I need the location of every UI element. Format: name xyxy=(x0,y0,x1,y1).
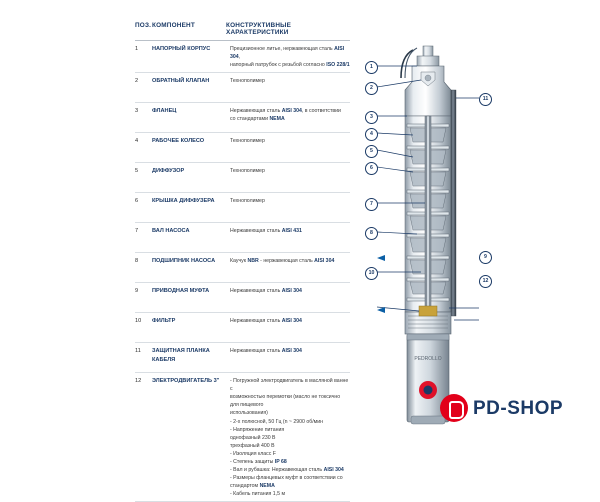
characteristic-line: Нержавеющая сталь AISI 304, в соответствии xyxy=(230,108,341,115)
cell-pos: 10 xyxy=(135,318,142,325)
characteristic-line: трехфазный 400 В xyxy=(230,442,275,449)
callout-9: 9 xyxy=(479,251,492,264)
cell-component: ЭЛЕКТРОДВИГАТЕЛЬ 3" xyxy=(152,378,220,385)
characteristic-line: Каучук NBR - нержавеющая сталь AISI 304 xyxy=(230,258,335,265)
cell-characteristics xyxy=(230,347,350,355)
characteristic-line: - Размеры фланцевых муфт в соответствии со стандартом NEMA xyxy=(230,474,343,489)
cell-pos: 3 xyxy=(135,108,139,115)
cell-characteristics xyxy=(230,77,350,85)
cell-pos: 11 xyxy=(135,348,141,355)
table-row xyxy=(135,313,350,343)
callout-3: 3 xyxy=(365,111,378,124)
callout-12: 12 xyxy=(479,275,492,288)
cell-component: ЗАЩИТНАЯ ПЛАНКА КАБЕЛЯ xyxy=(152,348,210,363)
table-row xyxy=(135,253,350,283)
pump-drawing-svg xyxy=(355,20,595,432)
cell-characteristics xyxy=(230,227,350,235)
components-table xyxy=(135,22,350,502)
cell-characteristics xyxy=(230,377,350,498)
cell-characteristics xyxy=(230,287,350,295)
cell-pos: 9 xyxy=(135,288,139,295)
cell-component: ВАЛ НАСОСА xyxy=(152,228,190,235)
characteristic-line: Нержавеющая сталь AISI 431 xyxy=(230,228,302,235)
cell-characteristics xyxy=(230,257,350,265)
cell-component: НАПОРНЫЙ КОРПУС xyxy=(152,46,211,52)
callout-1: 1 xyxy=(365,61,378,74)
cell-pos: 7 xyxy=(135,228,139,235)
cell-characteristics xyxy=(230,45,350,69)
cell-characteristics xyxy=(230,317,350,325)
callout-7: 7 xyxy=(365,198,378,211)
cell-component: КРЫШКА ДИФФУЗЕРА xyxy=(152,198,215,205)
cell-pos: 6 xyxy=(135,198,139,205)
cell-pos: 2 xyxy=(135,78,139,85)
cell-characteristics xyxy=(230,167,350,175)
table-header-row xyxy=(135,22,350,41)
table-row xyxy=(135,373,350,502)
callout-2: 2 xyxy=(365,82,378,95)
characteristic-line: Технополимер xyxy=(230,168,265,175)
pd-shop-logo[interactable] xyxy=(440,392,590,426)
characteristic-line: - 2-х полюсной, 50 Гц (n ~ 2900 об/мин xyxy=(230,418,324,425)
characteristic-line: Технополимер xyxy=(230,78,265,85)
header-component: КОМПОНЕНТ xyxy=(152,22,195,29)
characteristic-line: Технополимер xyxy=(230,138,265,145)
callout-4: 4 xyxy=(365,128,378,141)
table-row xyxy=(135,163,350,193)
characteristic-line: - Погружной электродвигатель в масляной ванне с xyxy=(230,378,349,393)
characteristic-line: Прецизионное литье, нержавеющая сталь AISI 304, xyxy=(230,46,345,61)
callout-6: 6 xyxy=(365,162,378,175)
cell-characteristics xyxy=(230,197,350,205)
characteristic-line: Нержавеющая сталь AISI 304 xyxy=(230,318,302,325)
cell-pos: 8 xyxy=(135,258,139,265)
characteristic-line: Нержавеющая сталь AISI 304 xyxy=(230,288,302,295)
characteristic-line: Технополимер xyxy=(230,198,265,205)
cell-component: ПРИВОДНАЯ МУФТА xyxy=(152,288,210,295)
characteristic-line: - Вал и рубашка: Нержавеющая сталь AISI 304 xyxy=(230,466,344,473)
callout-8: 8 xyxy=(365,227,378,240)
characteristic-line: использования) xyxy=(230,410,268,417)
header-characteristics: КОНСТРУКТИВНЫЕ ХАРАКТЕРИСТИКИ xyxy=(226,22,292,36)
cell-component: РАБОЧЕЕ КОЛЕСО xyxy=(152,138,205,145)
characteristic-line: напорный патрубок с резьбой согласно ISO 228/1 xyxy=(230,62,350,69)
cell-pos: 1 xyxy=(135,46,139,52)
cell-pos: 5 xyxy=(135,168,139,175)
callout-5: 5 xyxy=(365,145,378,158)
characteristic-line: Нержавеющая сталь AISI 304 xyxy=(230,348,302,355)
svg-text:PEDROLLO: PEDROLLO xyxy=(414,356,442,362)
cell-component: ДИФФУЗОР xyxy=(152,168,185,175)
cell-component: ФИЛЬТР xyxy=(152,318,176,325)
characteristic-line: возможностью перемотки (масло не токсично для пищевого xyxy=(230,394,341,409)
cell-characteristics xyxy=(230,137,350,145)
table-row xyxy=(135,193,350,223)
cell-component: ПОДШИПНИК НАСОСА xyxy=(152,258,216,265)
table-row xyxy=(135,41,350,73)
cell-component: ФЛАНЕЦ xyxy=(152,108,177,115)
pump-cutaway-diagram xyxy=(355,20,595,432)
cell-pos: 12 xyxy=(135,378,142,385)
cell-pos: 4 xyxy=(135,138,139,145)
table-row xyxy=(135,283,350,313)
characteristic-line: со стандартами NEMA xyxy=(230,116,285,123)
cell-component: ОБРАТНЫЙ КЛАПАН xyxy=(152,78,210,85)
callout-10: 10 xyxy=(365,267,378,280)
characteristic-line: однофазный 230 В xyxy=(230,434,276,441)
table-row xyxy=(135,223,350,253)
header-pos: ПОЗ. xyxy=(135,22,152,29)
table-row xyxy=(135,133,350,163)
table-row xyxy=(135,343,350,373)
logo-text: PD-SHOP xyxy=(473,398,564,419)
cell-characteristics xyxy=(230,107,350,123)
characteristic-line: - Кабель питания 1,5 м xyxy=(230,491,286,498)
shopping-bag-icon xyxy=(440,394,468,422)
characteristic-line: - Степень защиты IP 68 xyxy=(230,458,287,465)
table-row xyxy=(135,103,350,133)
callout-11: 11 xyxy=(479,93,492,106)
characteristic-line: - Изоляция класс F xyxy=(230,450,276,457)
characteristic-line: - Напряжение питания xyxy=(230,426,285,433)
table-row xyxy=(135,73,350,103)
table-body xyxy=(135,41,350,502)
